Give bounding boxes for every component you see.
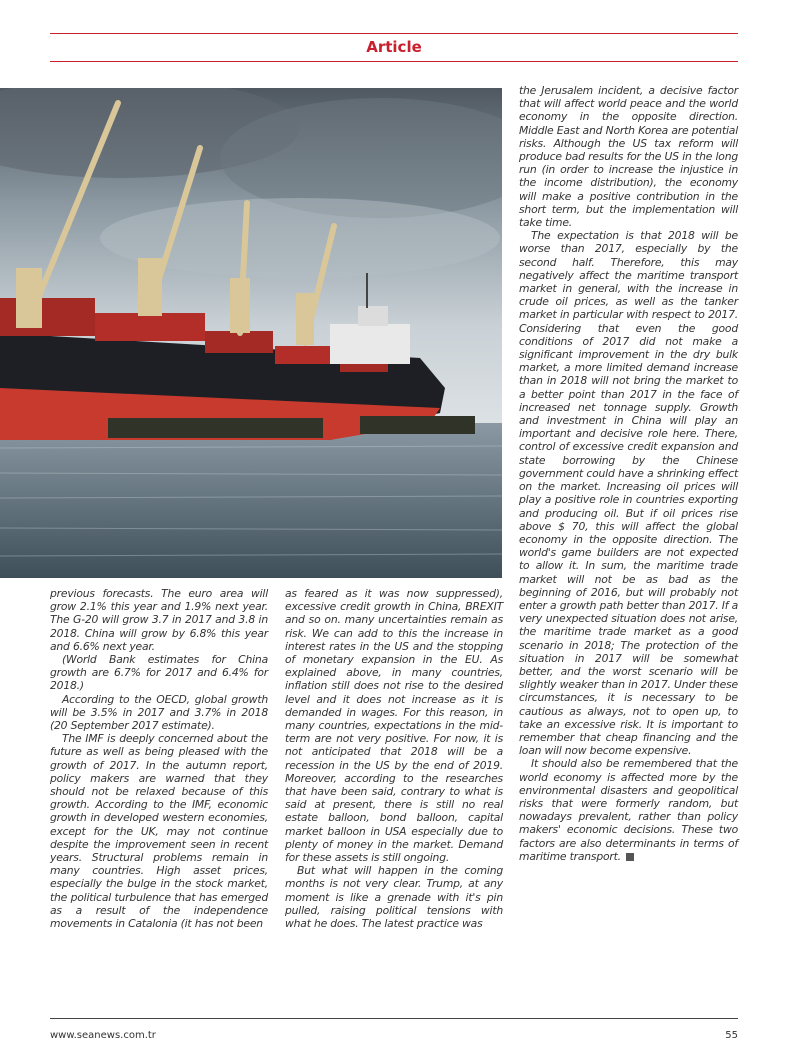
paragraph: It should also be remembered that the world economy is affected more by the environmental disasters and geopolitical risks that were formerly random, but nowadays prevalent, rather than policy makers' economic decisions. These two factors are also determinants in terms of maritime transport. (519, 757, 738, 863)
paragraph: According to the OECD, global growth will be 3.5% in 2017 and 3.7% in 2018 (20 September 2017 estimate). (50, 692, 268, 733)
paragraph: The IMF is deeply concerned about the future as well as being pleased with the growth of 2017. In the autumn report, policy makers are warned that they should not be relaxed because of this growth. According to the IMF, economic growth in developed western economies, except for the UK, may not continue despite the improvement seen in recent years. Structural problems remain in many countries. High asset prices, especially the bulge in the stock market, the political turbulence that has emerged as a result of the independence movements in Catalonia (it has not been (50, 732, 268, 931)
footer-rule (50, 1018, 738, 1019)
end-mark-icon (626, 853, 634, 861)
paragraph: But what will happen in the coming months is not very clear. Trump, at any moment is like a grenade with it's pin pulled, raising political tensions with what he does. The latest practice was (285, 864, 503, 931)
section-title: Article (366, 38, 422, 56)
paragraph: (World Bank estimates for China growth are 6.7% for 2017 and 6.4% for 2018.) (50, 653, 268, 693)
cargo-ship-photo (0, 88, 502, 578)
paragraph: The expectation is that 2018 will be worse than 2017, especially by the second half. Therefore, this may negatively affect the maritime transport market in general, with the increase in crude oil prices, as well as the tanker market in particular with respect to 2017. Considering that even the good conditions of 2017 did not make a significant improvement in the dry bulk market, a more limited demand increase than in 2018 will not bring the market to a better point than 2017 in the face of increased net tonnage supply. Growth and investment in China will play an important and decisive role here. There, control of excessive credit expansion and state borrowing by the Chinese government could have a shrinking effect on the market. Increasing oil prices will play a positive role in countries exporting and producing oil. But if oil prices rise above $ 70, this will affect the global economy in the opposite direction. The world's game builders are not expected to allow it. In sum, the maritime trade market will not be as bad as the beginning of 2016, but will probably not enter a growth path better than 2017. If a very unexpected situation does not arise, the maritime trade market as a good scenario in 2018; The protection of the situation in 2017 will be somewhat better, and the worst scenario will be slightly weaker than in 2017. Under these circumstances, it is necessary to be cautious as always, not to open up, to take an excessive risk. It is important to remember that cheap financing and the loan will now become expensive. (519, 229, 738, 758)
text-column-1 (50, 587, 268, 930)
footer-url: www.seanews.com.tr (50, 1030, 156, 1041)
paragraph: as feared as it was now suppressed), excessive credit growth in China, BREXIT and so on. many uncertainties remain as risk. We can add to this the increase in interest rates in the US and the stopping of monetary expansion in the EU. As explained above, in many countries, inflation still does not rise to the desired level and it does not increase as it is demanded in wages. For this reason, in many countries, expectations in the mid-term are not very positive. For now, it is not anticipated that 2018 will be a recession in the US by the end of 2019. Moreover, according to the researches that have been said, contrary to what is said at present, there is still no real estate balloon, bond balloon, capital market balloon in USA especially due to plenty of money in the market. Demand for these assets is still ongoing. (285, 587, 503, 865)
text-column-2 (285, 587, 503, 930)
text-column-3 (519, 84, 738, 863)
paragraph: the Jerusalem incident, a decisive factor that will affect world peace and the world economy in the opposite direction. Middle East and North Korea are potential risks. Although the US tax reform will produce bad results for the US in the long run (in order to increase the injustice in the income distribution), the economy will make a positive contribution in the short term, but the implementation will take time. (519, 84, 738, 230)
page-number: 55 (725, 1030, 738, 1041)
paragraph: previous forecasts. The euro area will grow 2.1% this year and 1.9% next year. The G-20 will grow 3.7 in 2017 and 3.8 in 2018. China will grow by 6.8% this year and 6.6% next year. (50, 587, 268, 653)
header-top-rule (50, 33, 738, 34)
header-bottom-rule (50, 61, 738, 62)
